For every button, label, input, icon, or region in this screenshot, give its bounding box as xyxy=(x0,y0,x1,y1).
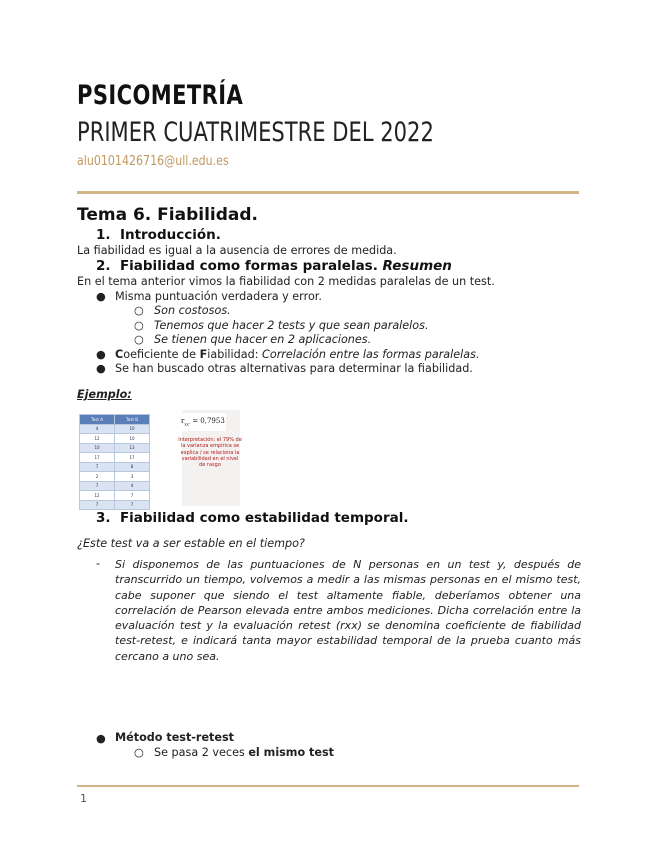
table-cell: 7 xyxy=(80,462,115,472)
table-cell: 3 xyxy=(115,472,150,482)
table-header-row xyxy=(80,415,150,425)
bullet-circle-icon: ○ xyxy=(134,304,144,317)
bullet-circle-icon: ○ xyxy=(134,746,144,759)
metodo-item: Método test-retest xyxy=(115,731,234,744)
table-cell: 10 xyxy=(115,434,150,444)
metodo-sub-item: Se pasa 2 veces el mismo test xyxy=(154,746,334,759)
table-cell: 17 xyxy=(80,453,115,463)
bullet-circle-icon: ○ xyxy=(134,333,144,346)
table-cell: 8 xyxy=(115,462,150,472)
example-table xyxy=(79,414,150,510)
section-2-heading xyxy=(96,258,452,274)
section-3-number: 3. xyxy=(96,510,111,526)
table-row xyxy=(80,491,150,501)
bullet-disc-icon: ● xyxy=(96,348,106,361)
document-subtitle: PRIMER CUATRIMESTRE DEL 2022 xyxy=(77,117,434,148)
section-1-body: La fiabilidad es igual a la ausencia de errores de medida. xyxy=(77,244,397,257)
sub-bullet-2: Tenemos que hacer 2 tests y que sean paralelos. xyxy=(154,319,429,332)
bullet-item-1: Misma puntuación verdadera y error. xyxy=(115,290,322,303)
section-3-title: Fiabilidad como estabilidad temporal. xyxy=(119,510,409,526)
section-3-paragraph: Si disponemos de las puntuaciones de N personas en un test y, después de transcurrido un tiempo, volvemos a medir a las mismas personas en el mismo test, cabe suponer que siendo el test altamente fiable, deberíamos obtener una correlación de Pearson elevada entre ambos mediciones. Dicha correlación entre la evaluación test y la evaluación retest (rxx) se denomina coeficiente de fiabilidad test-retest, e indicará tanta mayor estabilidad temporal de la prueba cuanto más cercano a uno sea. xyxy=(115,558,581,663)
table-header-cell: Test A xyxy=(80,415,115,425)
section-1-number: 1. xyxy=(96,227,111,243)
formula-text: $r_{xx'} = 0,7953$ xyxy=(181,417,225,427)
table-row xyxy=(80,424,150,434)
example-label: Ejemplo: xyxy=(77,388,132,401)
table-row xyxy=(80,462,150,472)
sub-bullet-3: Se tienen que hacer en 2 aplicaciones. xyxy=(154,333,372,346)
bullet-item-3: Se han buscado otras alternativas para determinar la fiabilidad. xyxy=(115,362,473,375)
table-row xyxy=(80,481,150,491)
table-cell: 7 xyxy=(80,500,115,510)
section-1-heading xyxy=(96,227,221,243)
section-2-title: Fiabilidad como formas paralelas. xyxy=(119,258,378,274)
author-email[interactable]: alu0101426716@ull.edu.es xyxy=(77,154,229,169)
table-cell: 4 xyxy=(115,481,150,491)
table-row xyxy=(80,434,150,444)
table-row xyxy=(80,500,150,510)
bullet-circle-icon: ○ xyxy=(134,319,144,332)
footer-divider xyxy=(77,785,579,787)
table-cell: 7 xyxy=(115,500,150,510)
document-title: PSICOMETRÍA xyxy=(77,80,244,111)
section-2-title-emphasis: Resumen xyxy=(382,258,452,274)
topic-heading: Tema 6. Fiabilidad. xyxy=(77,205,259,225)
section-1-title: Introducción. xyxy=(119,227,221,243)
table-cell: 7 xyxy=(80,481,115,491)
bullet-disc-icon: ● xyxy=(96,362,106,375)
table-cell: 10 xyxy=(115,424,150,434)
bullet-disc-icon: ● xyxy=(96,290,106,303)
page-number: 1 xyxy=(80,792,87,805)
section-2-body: En el tema anterior vimos la fiabilidad con 2 medidas paralelas de un test. xyxy=(77,275,495,288)
table-row xyxy=(80,472,150,482)
sub-bullet-1: Son costosos. xyxy=(154,304,231,317)
table-row xyxy=(80,453,150,463)
bullet-disc-icon: ● xyxy=(96,732,106,745)
table-cell: 4 xyxy=(80,424,115,434)
dash-bullet: - xyxy=(96,557,101,570)
bullet-item-2: Coeficiente de Fiabilidad: Correlación entre las formas paralelas. xyxy=(115,348,480,361)
table-header-cell: Test B xyxy=(115,415,150,425)
table-cell: 12 xyxy=(80,491,115,501)
section-3-question: ¿Este test va a ser estable en el tiempo? xyxy=(77,537,305,550)
table-cell: 7 xyxy=(115,491,150,501)
table-cell: 2 xyxy=(80,472,115,482)
table-cell: 13 xyxy=(115,443,150,453)
formula-interpretation: Interpretación: el 79% de la varianza empírica se explica / se relaciona la variabilidad en el nivel de rasgo xyxy=(178,437,242,469)
section-3-heading xyxy=(96,510,408,526)
table-cell: 12 xyxy=(80,434,115,444)
section-2-number: 2. xyxy=(96,258,111,274)
table-row xyxy=(80,443,150,453)
table-cell: 10 xyxy=(80,443,115,453)
header-divider xyxy=(77,191,579,194)
table-cell: 17 xyxy=(115,453,150,463)
